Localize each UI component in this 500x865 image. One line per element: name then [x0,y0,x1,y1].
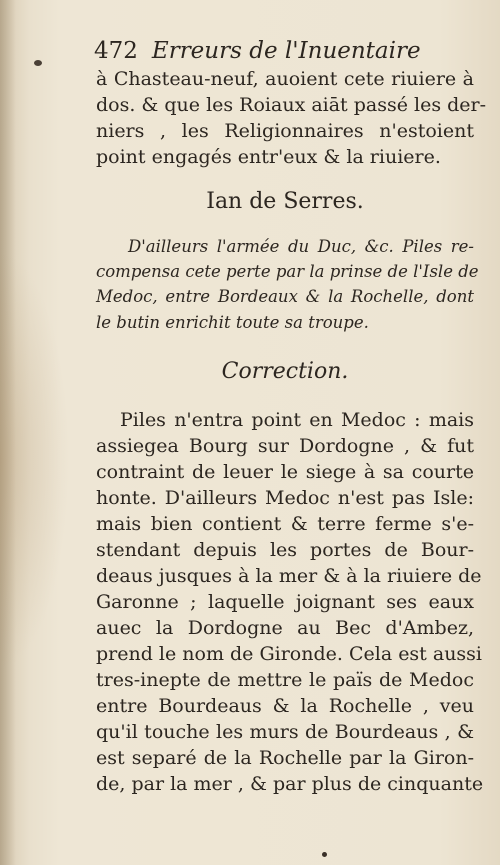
text-line: contraint de leuer le siege à sa courte [96,461,474,483]
text-line: Piles n'entra point en Medoc : mais [120,409,474,431]
text-line: de, par la mer , & par plus de cinquante [96,773,484,795]
text-line: prend le nom de Gironde. Cela est aussi [96,643,483,665]
text-line: point engagés entr'eux & la riuiere. [96,146,441,168]
text-line: stendant depuis les portes de Bour- [96,539,474,561]
text-line: Garonne ; laquelle joignant ses eaux [96,591,474,613]
text-line: entre Bourdeaus & la Rochelle , veu [96,695,474,717]
text-line: assiegea Bourg sur Dordogne , & fut [96,435,474,457]
text-line: qu'il touche les murs de Bourdeaus , & [96,721,474,743]
ink-mark [34,60,42,66]
quote-line: le butin enrichit toute sa troupe. [96,313,369,332]
paper-stain [0,250,70,670]
text-line: dos. & que les Roiaux aiāt passé les der- [96,94,487,116]
text-line: est separé de la Rochelle par la Giron- [96,747,474,769]
text-line: deaus jusques à la mer & à la riuiere de [96,565,482,587]
running-header [94,38,474,68]
correction-title: Correction. [221,359,349,384]
text-line: à Chasteau-neuf, auoient cete riuiere à [96,68,474,90]
running-title: Erreurs de l'Inuentaire [151,38,421,64]
text-line: niers , les Religionnaires n'estoient [96,120,474,142]
quote-line: compensa cete perte par la prinse de l'Isle de [96,262,479,281]
text-line: honte. D'ailleurs Medoc n'est pas Isle: [96,487,474,509]
section-title: Ian de Serres. [206,189,364,214]
quote-line: D'ailleurs l'armée du Duc, &c. Piles re- [128,237,474,256]
quote-line: Medoc, entre Bordeaux & la Rochelle, dont [96,287,474,306]
ink-dot [322,852,327,857]
text-line: auec la Dordogne au Bec d'Ambez, [96,617,474,639]
page-number: 472 [94,38,138,64]
text-line: tres-inepte de mettre le païs de Medoc [96,669,474,691]
text-line: mais bien contient & terre ferme s'e- [96,513,474,535]
